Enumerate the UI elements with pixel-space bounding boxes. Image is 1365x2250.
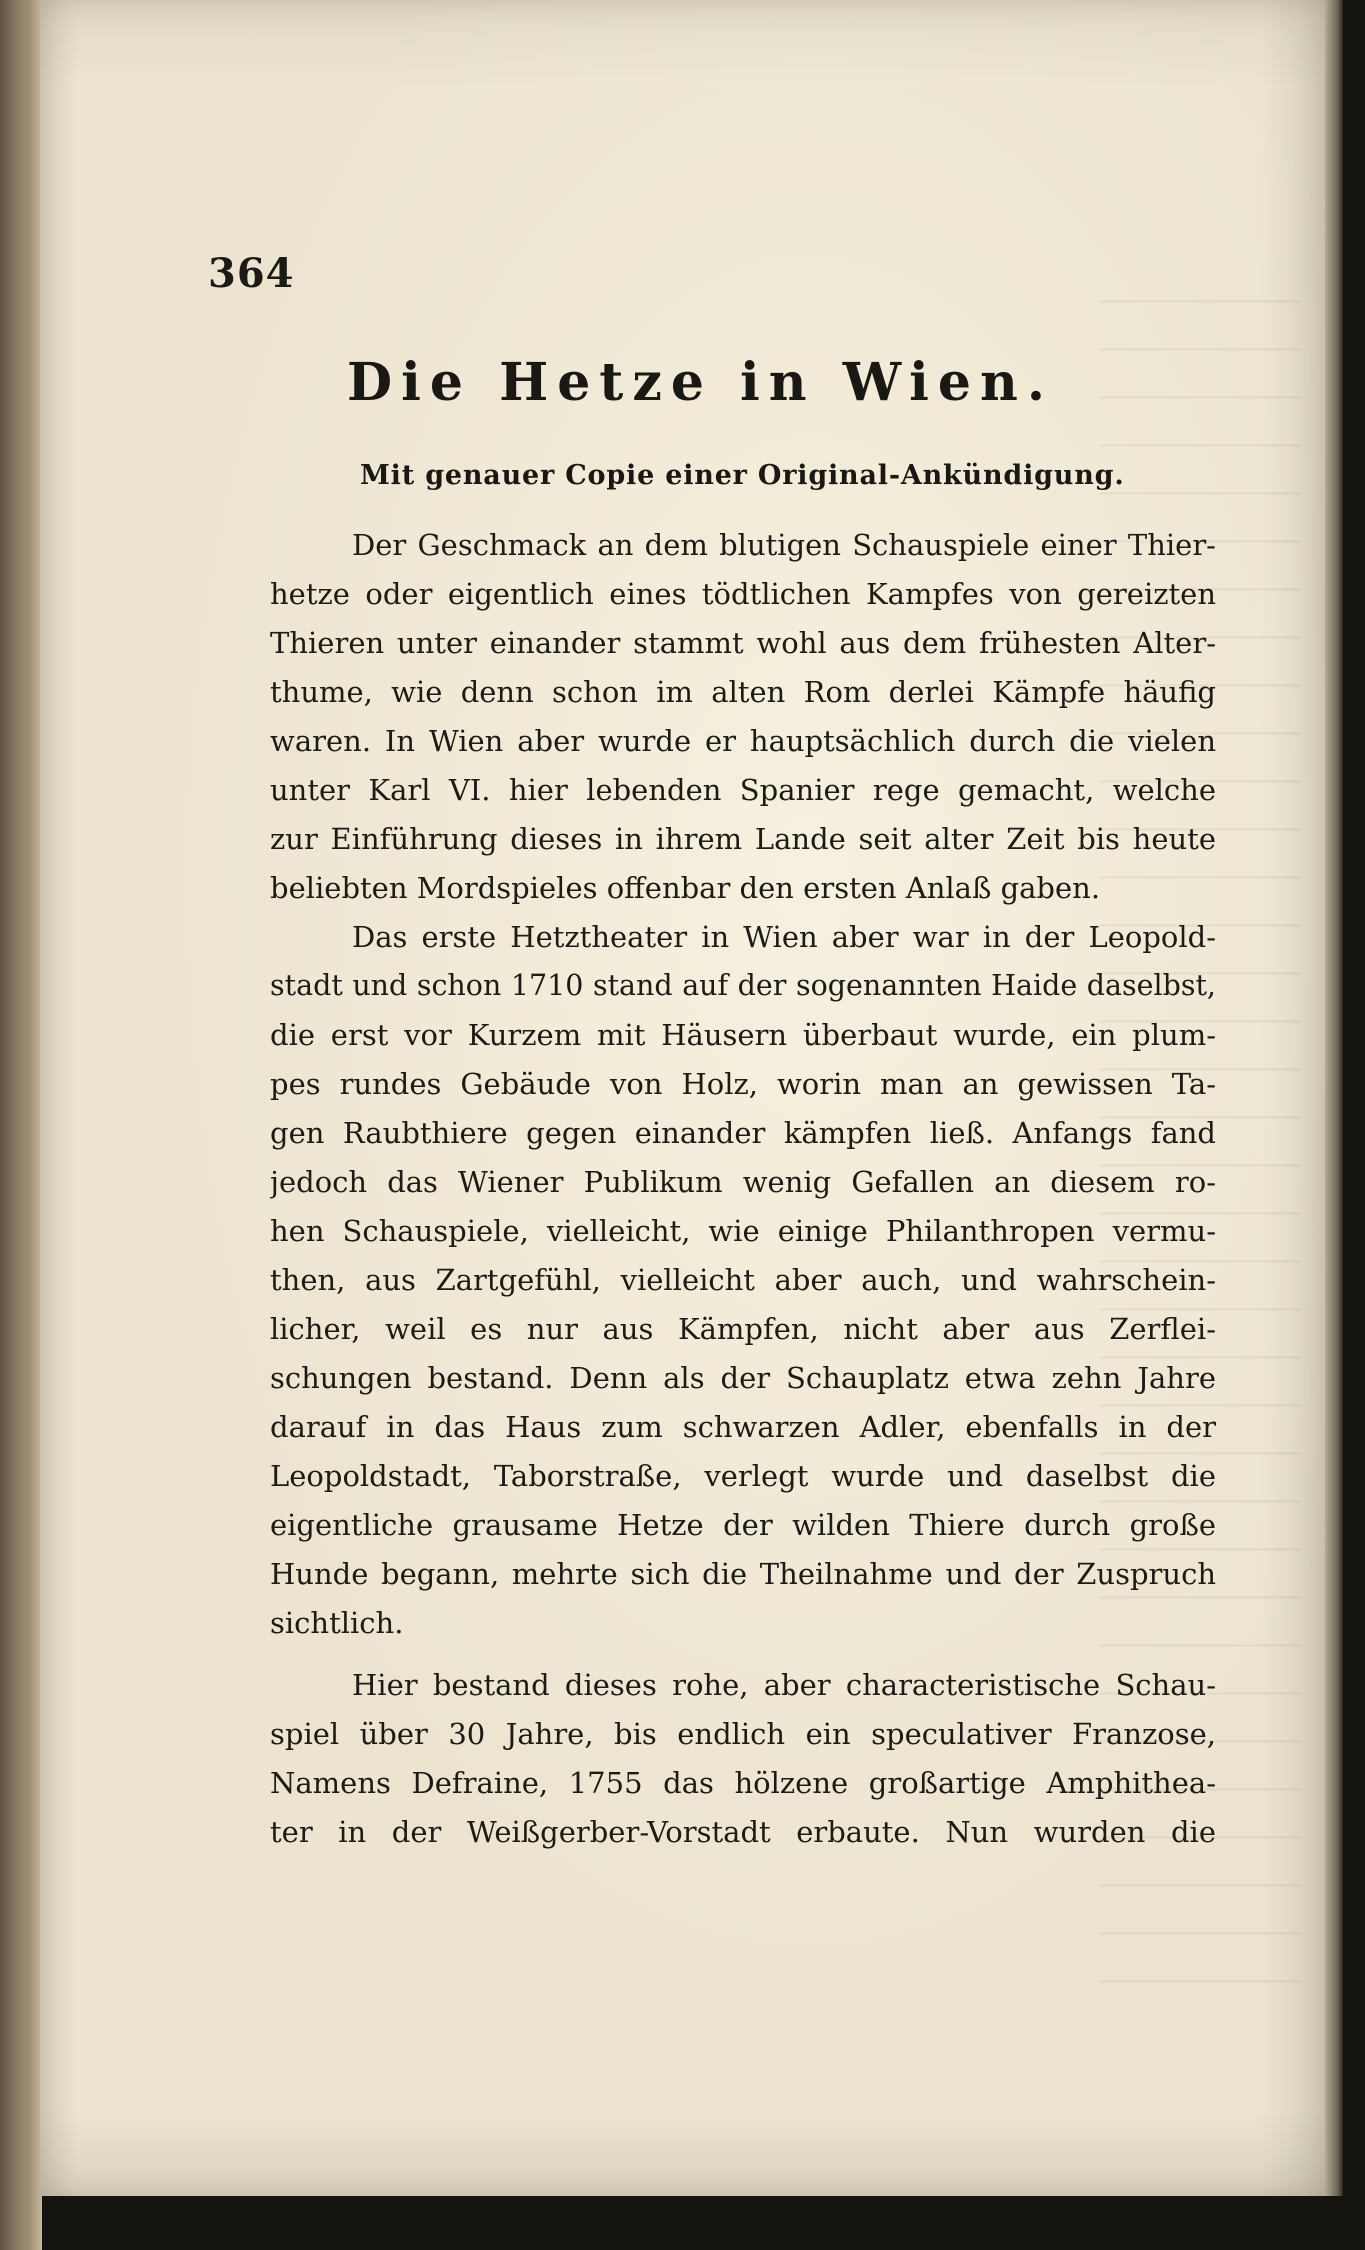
text-line: schungen bestand. Denn als der Schauplatz etwa zehn Jahre (270, 1361, 1216, 1395)
text-line: zur Einführung dieses in ihrem Lande seit alter Zeit bis heute (270, 822, 1216, 856)
text-line: die erst vor Kurzem mit Häusern überbaut wurde, ein plum- (270, 1018, 1216, 1052)
chapter-subtitle: Mit genauer Copie einer Original-Ankündigung. (360, 460, 1125, 491)
text-line: jedoch das Wiener Publikum wenig Gefallen an diesem ro- (270, 1165, 1216, 1199)
text-line: Das erste Hetztheater in Wien aber war in der Leopold- (352, 920, 1216, 954)
page-right-edge (1325, 0, 1343, 2196)
text-line: eigentliche grausame Hetze der wilden Thiere durch große (270, 1508, 1216, 1542)
text-line: Hier bestand dieses rohe, aber characteristische Schau- (352, 1668, 1216, 1702)
text-line: Der Geschmack an dem blutigen Schauspiele einer Thier- (352, 528, 1216, 562)
text-line: Namens Defraine, 1755 das hölzene großartige Amphithea- (270, 1766, 1216, 1800)
text-line: licher, weil es nur aus Kämpfen, nicht aber aus Zerflei- (270, 1312, 1216, 1346)
chapter-title: Die Hetze in Wien. (347, 352, 1054, 413)
text-line: then, aus Zartgefühl, vielleicht aber auch, und wahrschein- (270, 1263, 1216, 1297)
text-line: stadt und schon 1710 stand auf der sogenannten Haide daselbst, (270, 969, 1216, 1002)
text-line: Leopoldstadt, Taborstraße, verlegt wurde und daselbst die (270, 1459, 1216, 1493)
text-line: sichtlich. (270, 1606, 404, 1640)
text-line: Hunde begann, mehrte sich die Theilnahme und der Zuspruch (270, 1557, 1216, 1591)
text-line: hetze oder eigentlich eines tödtlichen Kampfes von gereizten (270, 577, 1216, 611)
text-line: darauf in das Haus zum schwarzen Adler, ebenfalls in der (270, 1410, 1216, 1444)
text-line: Thieren unter einander stammt wohl aus dem frühesten Alter- (270, 626, 1216, 660)
text-line: spiel über 30 Jahre, bis endlich ein speculativer Franzose, (270, 1717, 1216, 1751)
text-line: gen Raubthiere gegen einander kämpfen ließ. Anfangs fand (270, 1116, 1216, 1150)
text-line: waren. In Wien aber wurde er hauptsächlich durch die vielen (270, 724, 1216, 758)
text-line: pes rundes Gebäude von Holz, worin man an gewissen Ta- (270, 1067, 1216, 1101)
page-number: 364 (208, 250, 295, 297)
text-line: ter in der Weißgerber-Vorstadt erbaute. Nun wurden die (270, 1815, 1216, 1849)
text-line: unter Karl VI. hier lebenden Spanier rege gemacht, welche (270, 773, 1216, 807)
text-line: beliebten Mordspieles offenbar den ersten Anlaß gaben. (270, 871, 1101, 905)
text-line: thume, wie denn schon im alten Rom derlei Kämpfe häufig (270, 675, 1216, 709)
book-binding-edge (0, 0, 42, 2250)
text-line: hen Schauspiele, vielleicht, wie einige Philanthropen vermu- (270, 1214, 1216, 1248)
